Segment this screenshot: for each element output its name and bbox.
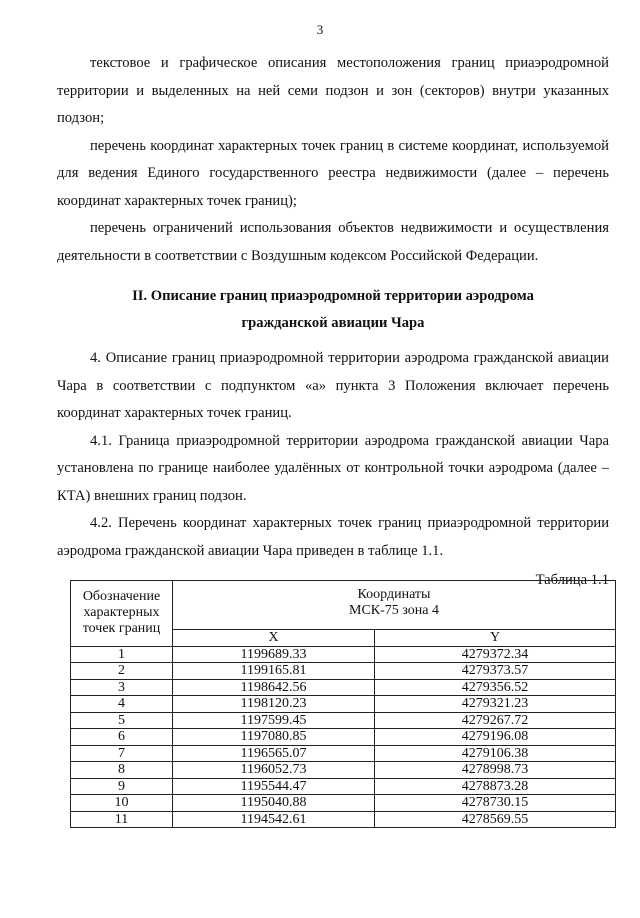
col-header-coords — [173, 581, 616, 630]
x-value: 1199689.33 — [173, 646, 375, 663]
x-value: 1198120.23 — [173, 696, 375, 713]
table-row — [71, 679, 616, 696]
x-value: 1194542.61 — [173, 811, 375, 828]
x-value: 1196565.07 — [173, 745, 375, 762]
point-id: 10 — [71, 795, 173, 812]
paragraph: 4.1. Граница приаэродромной территории аэродрома гражданской авиации Чара установлена по границе наиболее удалённых от контрольной точки аэродрома (далее – КТА) внешних границ подзон. — [57, 432, 609, 504]
y-value: 4279373.57 — [375, 663, 616, 680]
point-id: 11 — [71, 811, 173, 828]
document-body — [57, 50, 609, 589]
y-value: 4279321.23 — [375, 696, 616, 713]
col-header-points: Обозначение характерных точек границ — [71, 581, 173, 647]
y-value: 4279196.08 — [375, 729, 616, 746]
col-header-x: X — [173, 630, 375, 647]
x-value: 1197080.85 — [173, 729, 375, 746]
heading-line: гражданской авиации Чара — [241, 315, 425, 331]
table-row — [71, 762, 616, 779]
coords-header-line: МСК-75 зона 4 — [349, 603, 439, 618]
coords-header-line: Координаты — [357, 587, 431, 602]
coordinates-table — [70, 580, 616, 828]
paragraph: перечень ограничений использования объектов недвижимости и осуществления деятельности в соответствии с Воздушным кодексом Российской Федерации. — [57, 220, 609, 264]
x-value: 1198642.56 — [173, 679, 375, 696]
x-value: 1199165.81 — [173, 663, 375, 680]
table-row — [71, 663, 616, 680]
y-value: 4279106.38 — [375, 745, 616, 762]
point-id: 2 — [71, 663, 173, 680]
y-value: 4278873.28 — [375, 778, 616, 795]
table-row — [71, 778, 616, 795]
table-row — [71, 795, 616, 812]
y-value: 4278998.73 — [375, 762, 616, 779]
point-id: 9 — [71, 778, 173, 795]
y-value: 4279372.34 — [375, 646, 616, 663]
table-row — [71, 745, 616, 762]
table-row — [71, 696, 616, 713]
table-row — [71, 646, 616, 663]
y-value: 4278569.55 — [375, 811, 616, 828]
y-value: 4279356.52 — [375, 679, 616, 696]
point-id: 8 — [71, 762, 173, 779]
x-value: 1195040.88 — [173, 795, 375, 812]
table-row — [71, 729, 616, 746]
section-heading — [57, 283, 609, 337]
page-number: 3 — [316, 22, 324, 37]
paragraph: 4. Описание границ приаэродромной территории аэродрома гражданской авиации Чара в соответствии с подпунктом «а» пункта 3 Положения включает перечень координат характерных точек границ. — [57, 350, 609, 421]
table-row — [71, 712, 616, 729]
x-value: 1195544.47 — [173, 778, 375, 795]
paragraph: текстовое и графическое описания местоположения границ приаэродромной территории и выделенных на ней семи подзон и зон (секторов) внутри указанных подзон; — [57, 55, 609, 126]
point-id: 6 — [71, 729, 173, 746]
y-value: 4279267.72 — [375, 712, 616, 729]
point-id: 4 — [71, 696, 173, 713]
y-value: 4278730.15 — [375, 795, 616, 812]
col-header-y: Y — [375, 630, 616, 647]
heading-line: II. Описание границ приаэродромной территории аэродрома — [132, 288, 534, 304]
table-caption: Таблица 1.1 — [535, 572, 609, 588]
paragraph: перечень координат характерных точек границ в системе координат, используемой для ведения Единого государственного реестра недвижимости (далее – перечень координат характерных точек границ); — [57, 137, 609, 209]
point-id: 3 — [71, 679, 173, 696]
point-id: 1 — [71, 646, 173, 663]
x-value: 1197599.45 — [173, 712, 375, 729]
point-id: 7 — [71, 745, 173, 762]
x-value: 1196052.73 — [173, 762, 375, 779]
table-row — [71, 811, 616, 828]
point-id: 5 — [71, 712, 173, 729]
paragraph: 4.2. Перечень координат характерных точек границ приаэродромной территории аэродрома гражданской авиации Чара приведен в таблице 1.1. — [57, 515, 609, 559]
